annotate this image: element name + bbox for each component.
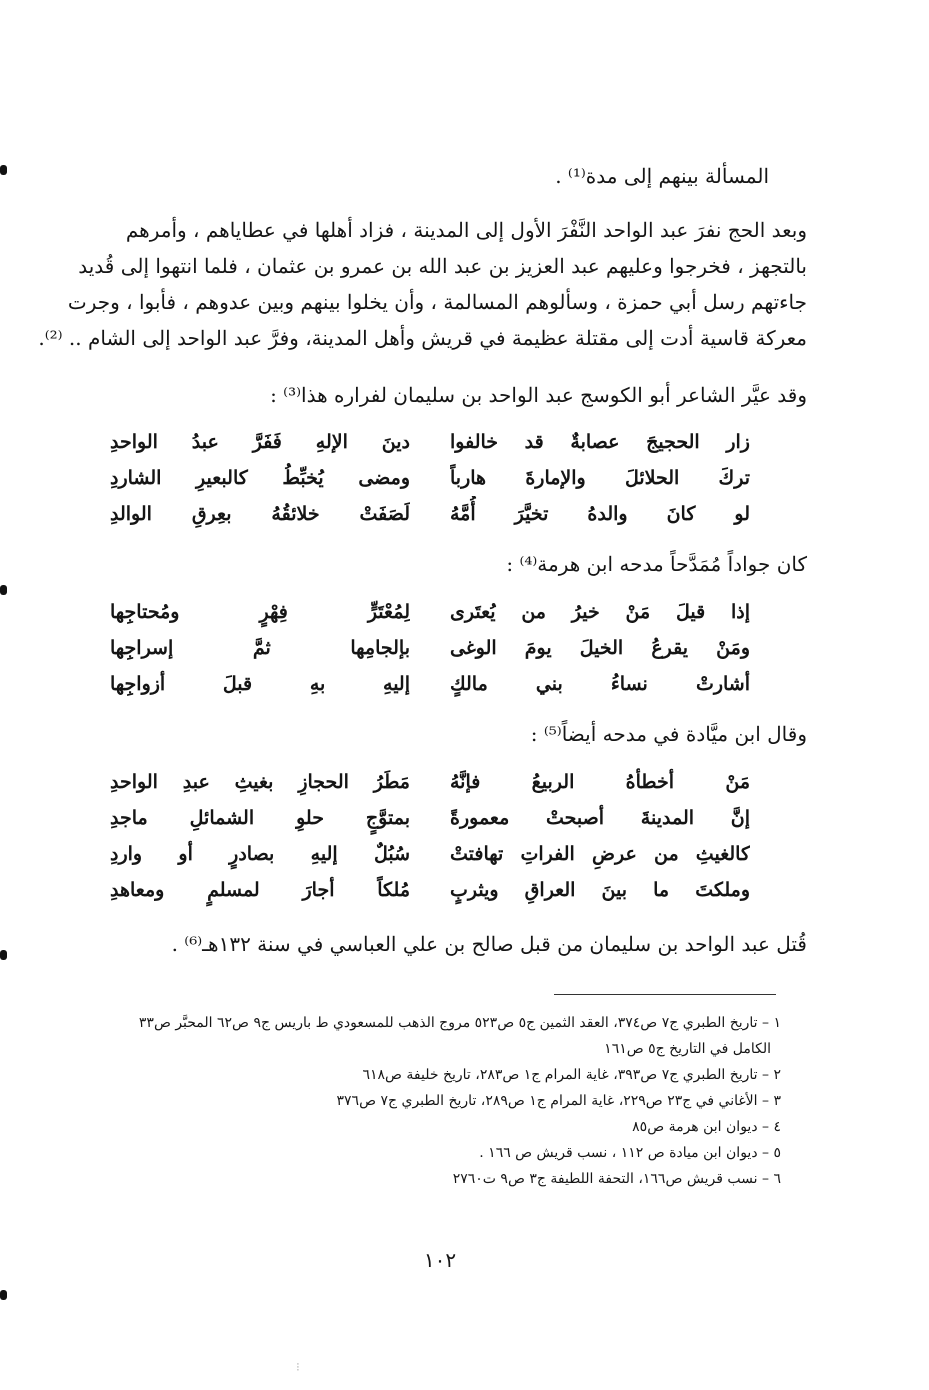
paragraph-line: معركة قاسية أدت إلى مقتلة عظيمة في قريش وأهل المدينة، وفرَّ عبد الواحد إلى الشام .. ⁽²⁾. xyxy=(38,326,807,350)
verse-line xyxy=(110,630,750,666)
footnote-text: ديوان ابن ميادة ص ١١٢ ، نسب قريش ص ١٦٦ . xyxy=(479,1145,758,1161)
second-hemistich: بإلجامِها ثمَّ إسراجِها xyxy=(110,637,410,659)
footnote-divider xyxy=(554,994,776,995)
first-hemistich: زار الحجيجَ عصابةٌ قد خالفوا xyxy=(450,431,750,453)
verse-line xyxy=(110,836,750,872)
scan-edge-mark xyxy=(0,1290,7,1300)
footnote: ٢ – تاريخ الطبري ج٧ ص٣٩٣، غاية المرام ج١ ص٢٨٣، تاريخ خليفة ص٦١٨ xyxy=(362,1067,781,1083)
footnote: ٦ – نسب قريش ص١٦٦، التحفة اللطيفة ج٣ ص٩ ت٢٧٦٠ xyxy=(452,1171,781,1187)
second-hemistich: بمتوَّجٍ حلوِ الشمائلِ ماجدِ xyxy=(110,807,410,829)
paragraph-line: جاءتهم رسل أبي حمزة ، وسألوهم المسالمة ، وأن يخلوا بينهم وبين عدوهم ، فأبوا ، وجرت xyxy=(67,290,807,314)
verse-line xyxy=(110,594,750,630)
verse-line xyxy=(110,666,750,702)
paragraph-line: بالتجهز ، فخرجوا وعليهم عبد العزيز بن عبد الله بن عمرو بن عثمان ، فلما انتهوا إلى قُديد xyxy=(78,254,807,278)
verse-line xyxy=(110,764,750,800)
footnote-text: الأغاني في ج٢٣ ص٢٢٩، غاية المرام ج١ ص٢٨٩، تاريخ الطبري ج٧ ص٣٧٦ xyxy=(336,1093,758,1109)
first-hemistich: مَنْ أخطأهُ الربيعُ فإنَّهُ xyxy=(450,771,750,793)
footnote-number: ٢ xyxy=(773,1067,781,1083)
poem-3 xyxy=(110,764,750,908)
verse-line xyxy=(110,872,750,908)
first-hemistich: كالغيثِ من عرضِ الفراتِ تهافتتْ xyxy=(450,843,750,865)
closing-line: قُتل عبد الواحد بن سليمان من قبل صالح بن علي العباسي في سنة ١٣٢هـ⁽⁶⁾ . xyxy=(171,932,807,956)
footnote-text: ديوان ابن هرمة ص٨٥ xyxy=(632,1119,758,1135)
second-hemistich: مَطَرُ الحجازِ بغيثِ عبدِ الواحدِ xyxy=(110,771,410,793)
second-hemistich: إليهِ بهِ قبلَ أزواجِها xyxy=(110,673,410,695)
footnote: ٥ – ديوان ابن ميادة ص ١١٢ ، نسب قريش ص ١٦٦ . xyxy=(479,1145,781,1161)
footnote-number: ٦ xyxy=(773,1171,781,1187)
scan-edge-mark xyxy=(0,585,7,595)
second-hemistich: ومضى يُخبِّطُ كالبعيرِ الشاردِ xyxy=(110,467,410,489)
footnote-text: نسب قريش ص١٦٦، التحفة اللطيفة ج٣ ص٩ ت٢٧٦٠ xyxy=(452,1171,758,1187)
paragraph-line: وبعد الحج نفرَ عبد الواحد النَّفْرَ الأول إلى المدينة ، فزاد أهلها في عطاياهم ، وأمرهم xyxy=(125,218,807,242)
first-hemistich: لو كانَ والدهُ تخيَّرَ أُمَّهُ xyxy=(450,503,750,525)
footnote-text: تاريخ الطبري ج٧ ص٣٧٤، العقد الثمين ج٥ ص٥٢٣ مروج الذهب للمسعودي ط باريس ج٩ ص٦٢ المحبَّر ص٣٣ xyxy=(138,1015,758,1031)
footnote: ٣ – الأغاني في ج٢٣ ص٢٢٩، غاية المرام ج١ ص٢٨٩، تاريخ الطبري ج٧ ص٣٧٦ xyxy=(336,1093,781,1109)
verse-line xyxy=(110,800,750,836)
footnote-text: تاريخ الطبري ج٧ ص٣٩٣، غاية المرام ج١ ص٢٨٣، تاريخ خليفة ص٦١٨ xyxy=(362,1067,758,1083)
first-hemistich: ومَنْ يقرعُ الخيلَ يومَ الوغى xyxy=(450,637,750,659)
intro-line: المسألة بينهم إلى مدة⁽¹⁾ . xyxy=(555,164,769,188)
verse-line xyxy=(110,424,750,460)
poem-intro: وقد عيَّر الشاعر أبو الكوسج عبد الواحد بن سليمان لفراره هذا⁽³⁾ : xyxy=(270,383,807,407)
footnote-continuation: الكامل في التاريخ ج٥ ص١٦١ xyxy=(604,1041,771,1057)
second-hemistich: لِمُعْتَرٍّ فِهْرٍ ومُحتاجِها xyxy=(110,601,410,623)
bleed-through-mark: ⁝ xyxy=(296,1360,300,1374)
first-hemistich: إنَّ المدينةَ أصبحتْ معمورةً xyxy=(450,807,750,829)
footnote-number: ١ xyxy=(773,1015,781,1031)
second-hemistich: لَصَفَتْ خلائقُهُ بعِرقِ الوالدِ xyxy=(110,503,410,525)
second-hemistich: سُبُلٌ إليهِ بصادرٍ أو واردِ xyxy=(110,843,410,865)
first-hemistich: أشارتْ نساءُ بني مالكٍ xyxy=(450,673,750,695)
poem-intro: وقال ابن ميَّادة في مدحه أيضاً⁽⁵⁾ : xyxy=(530,722,807,746)
paragraph-1 xyxy=(38,212,807,356)
footnote: ٤ – ديوان ابن هرمة ص٨٥ xyxy=(632,1119,781,1135)
poem-2 xyxy=(110,594,750,702)
first-hemistich: وملكتَ ما بينَ العراقِ ويثربٍ xyxy=(450,879,750,901)
poem-1 xyxy=(110,424,750,532)
poem-intro: كان جواداً مُمَدَّحاً مدحه ابن هرمة⁽⁴⁾ : xyxy=(506,552,807,576)
second-hemistich: دينَ الإلهِ فَفَرَّ عبدُ الواحدِ xyxy=(110,431,410,453)
footnote-number: ٥ xyxy=(773,1145,781,1161)
footnote-number: ٣ xyxy=(773,1093,781,1109)
footnotes xyxy=(101,1010,781,1192)
page-number: ١٠٢ xyxy=(423,1248,457,1272)
first-hemistich: تركَ الحلائلَ والإمارةَ هارباً xyxy=(450,467,750,489)
second-hemistich: مُلكاً أجارَ لمسلمٍ ومعاهدِ xyxy=(110,879,410,901)
footnote: ١ – تاريخ الطبري ج٧ ص٣٧٤، العقد الثمين ج٥ ص٥٢٣ مروج الذهب للمسعودي ط باريس ج٩ ص٦٢ المحبَّر ص٣٣ الكامل في التاريخ ج٥ ص١٦١ xyxy=(101,1010,781,1062)
verse-line xyxy=(110,460,750,496)
verse-line xyxy=(110,496,750,532)
scan-edge-mark xyxy=(0,165,7,175)
first-hemistich: إذا قيلَ مَنْ خيرُ من يُعتَرى xyxy=(450,601,750,623)
footnote-number: ٤ xyxy=(773,1119,781,1135)
scan-edge-mark xyxy=(0,950,7,960)
